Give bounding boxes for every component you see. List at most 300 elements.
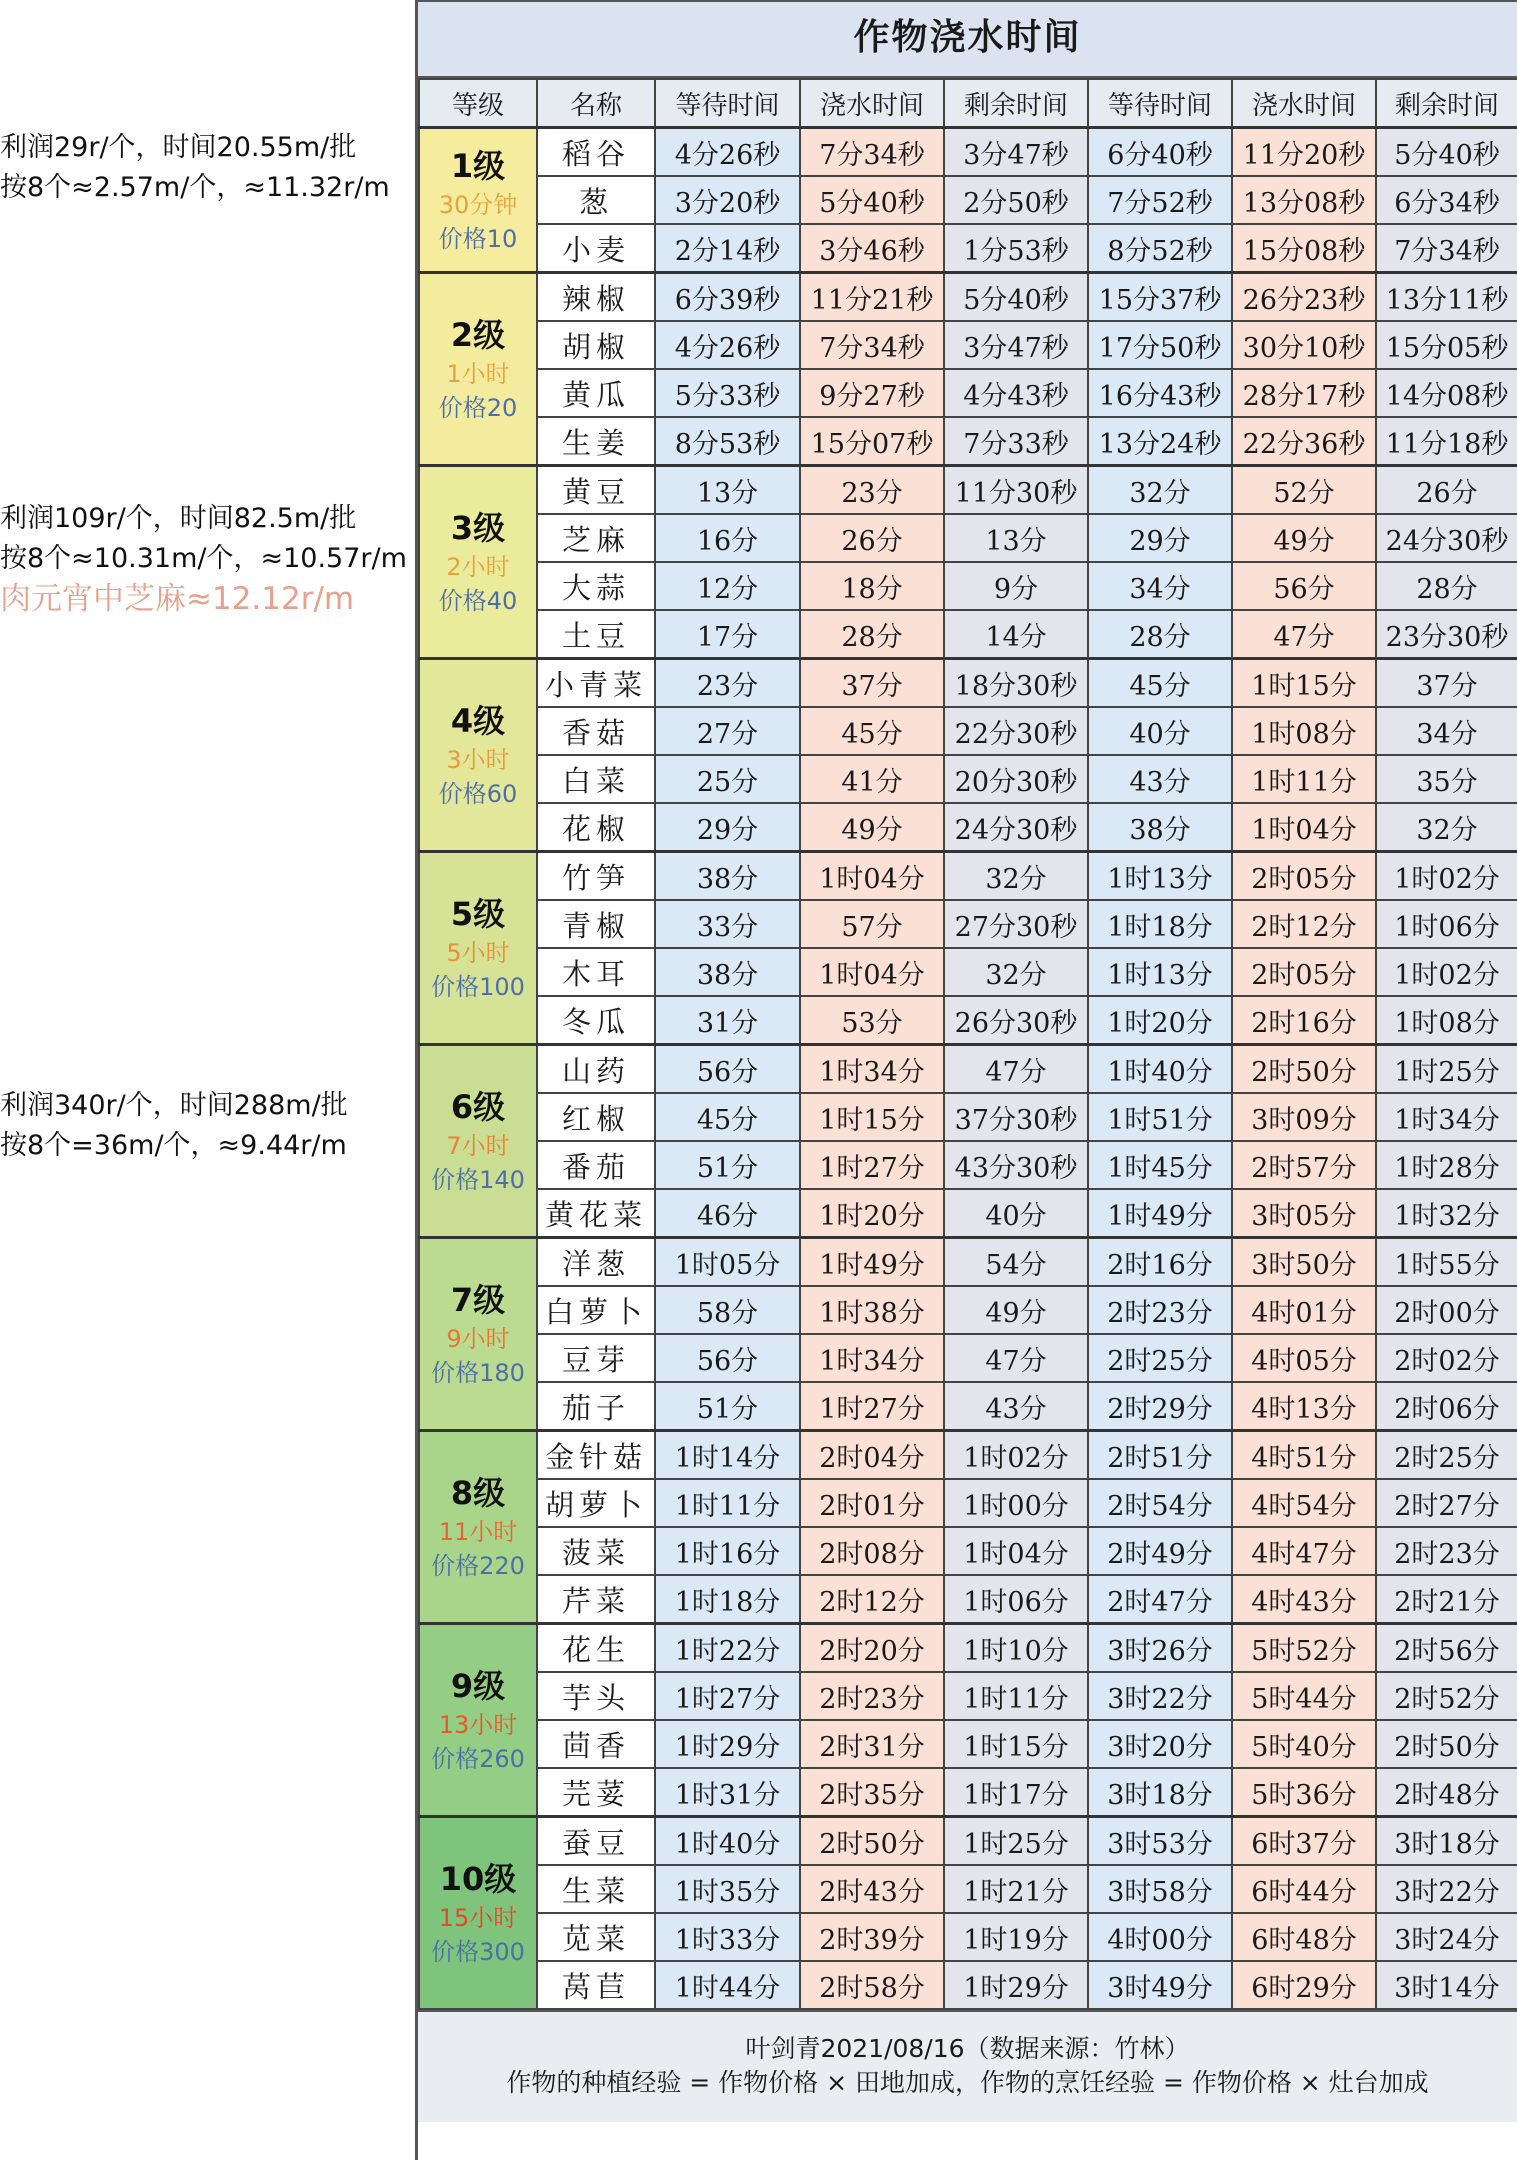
remain-time-1: 5分40秒: [944, 273, 1088, 322]
header-wait-1: 等待时间: [655, 79, 800, 128]
level-cell: [419, 852, 537, 1045]
note-level-3: [0, 499, 420, 619]
remain-time-1: 47分: [944, 1045, 1088, 1094]
water-time-2: 56分: [1232, 562, 1376, 610]
remain-time-1: 1时11分: [944, 1672, 1088, 1720]
note-line: 按8个≈2.57m/个，≈11.32r/m: [0, 172, 390, 203]
remain-time-2: 6分34秒: [1376, 176, 1517, 224]
remain-time-1: 11分30秒: [944, 466, 1088, 515]
remain-time-2: 7分34秒: [1376, 224, 1517, 273]
remain-time-1: 3分47秒: [944, 321, 1088, 369]
remain-time-1: 47分: [944, 1334, 1088, 1382]
remain-time-2: 23分30秒: [1376, 610, 1517, 659]
crop-name: 大蒜: [537, 562, 655, 610]
water-time-2: 4时05分: [1232, 1334, 1376, 1382]
remain-time-2: 2时00分: [1376, 1286, 1517, 1334]
water-time-1: 1时27分: [800, 1382, 944, 1431]
water-time-1: 2时20分: [800, 1624, 944, 1673]
wait-time-2: 1时51分: [1088, 1093, 1232, 1141]
water-time-1: 9分27秒: [800, 369, 944, 417]
wait-time-1: 29分: [655, 803, 800, 852]
crop-name: 胡萝卜: [537, 1479, 655, 1527]
watering-table: [418, 78, 1517, 2010]
table-row: [419, 1672, 1517, 1720]
water-time-1: 2时35分: [800, 1768, 944, 1817]
water-time-2: 2时50分: [1232, 1045, 1376, 1094]
wait-time-2: 2时49分: [1088, 1527, 1232, 1575]
wait-time-2: 34分: [1088, 562, 1232, 610]
wait-time-2: 13分24秒: [1088, 417, 1232, 466]
wait-time-1: 1时35分: [655, 1865, 800, 1913]
water-time-1: 28分: [800, 610, 944, 659]
wait-time-1: 1时29分: [655, 1720, 800, 1768]
note-highlight: 肉元宵中芝麻≈12.12r/m: [0, 581, 355, 617]
water-time-2: 1时15分: [1232, 659, 1376, 708]
remain-time-2: 3时14分: [1376, 1961, 1517, 2009]
remain-time-1: 43分: [944, 1382, 1088, 1431]
level-number: 8级: [450, 1474, 506, 1512]
wait-time-1: 31分: [655, 996, 800, 1045]
water-time-2: 52分: [1232, 466, 1376, 515]
wait-time-2: 2时51分: [1088, 1431, 1232, 1480]
wait-time-1: 1时16分: [655, 1527, 800, 1575]
wait-time-2: 6分40秒: [1088, 128, 1232, 177]
water-time-2: 1时04分: [1232, 803, 1376, 852]
remain-time-2: 24分30秒: [1376, 514, 1517, 562]
level-cell: [419, 1624, 537, 1817]
level-duration: 5小时: [446, 939, 510, 967]
header-water-1: 浇水时间: [800, 79, 944, 128]
table-row: [419, 1527, 1517, 1575]
wait-time-2: 15分37秒: [1088, 273, 1232, 322]
remain-time-2: 1时28分: [1376, 1141, 1517, 1189]
wait-time-1: 56分: [655, 1334, 800, 1382]
wait-time-1: 1时11分: [655, 1479, 800, 1527]
crop-name: 冬瓜: [537, 996, 655, 1045]
level-duration: 3小时: [446, 746, 510, 774]
table-row: [419, 1768, 1517, 1817]
water-time-2: 49分: [1232, 514, 1376, 562]
table-row: [419, 1334, 1517, 1382]
wait-time-1: 5分33秒: [655, 369, 800, 417]
remain-time-1: 14分: [944, 610, 1088, 659]
water-time-2: 47分: [1232, 610, 1376, 659]
wait-time-1: 46分: [655, 1189, 800, 1238]
watering-table-container: [415, 0, 1517, 2160]
crop-name: 蚕豆: [537, 1817, 655, 1866]
header-row: [419, 79, 1517, 128]
remain-time-2: 11分18秒: [1376, 417, 1517, 466]
table-row: [419, 1093, 1517, 1141]
level-group: [419, 1045, 1517, 1238]
water-time-2: 2时05分: [1232, 948, 1376, 996]
water-time-2: 15分08秒: [1232, 224, 1376, 273]
level-price: 价格260: [431, 1745, 525, 1773]
wait-time-2: 45分: [1088, 659, 1232, 708]
header-remain-1: 剩余时间: [944, 79, 1088, 128]
remain-time-1: 2分50秒: [944, 176, 1088, 224]
level-number: 5级: [450, 895, 506, 933]
level-cell: [419, 128, 537, 273]
wait-time-1: 27分: [655, 707, 800, 755]
crop-name: 黄豆: [537, 466, 655, 515]
remain-time-1: 18分30秒: [944, 659, 1088, 708]
wait-time-2: 38分: [1088, 803, 1232, 852]
table-row: [419, 755, 1517, 803]
water-time-1: 26分: [800, 514, 944, 562]
crop-name: 苋菜: [537, 1913, 655, 1961]
level-group: [419, 273, 1517, 466]
level-duration: 2小时: [446, 553, 510, 581]
wait-time-1: 4分26秒: [655, 321, 800, 369]
level-price: 价格180: [431, 1359, 525, 1387]
water-time-2: 2时05分: [1232, 852, 1376, 901]
table-row: [419, 996, 1517, 1045]
wait-time-2: 16分43秒: [1088, 369, 1232, 417]
wait-time-1: 1时31分: [655, 1768, 800, 1817]
wait-time-1: 25分: [655, 755, 800, 803]
wait-time-1: 1时05分: [655, 1238, 800, 1287]
table-row: [419, 562, 1517, 610]
water-time-2: 3时50分: [1232, 1238, 1376, 1287]
crop-name: 茄子: [537, 1382, 655, 1431]
wait-time-1: 3分20秒: [655, 176, 800, 224]
wait-time-2: 28分: [1088, 610, 1232, 659]
table-row: [419, 1817, 1517, 1866]
table-row: [419, 948, 1517, 996]
crop-name: 黄瓜: [537, 369, 655, 417]
remain-time-1: 1时02分: [944, 1431, 1088, 1480]
remain-time-1: 1时19分: [944, 1913, 1088, 1961]
remain-time-1: 9分: [944, 562, 1088, 610]
remain-time-1: 4分43秒: [944, 369, 1088, 417]
crop-name: 生姜: [537, 417, 655, 466]
table-row: [419, 369, 1517, 417]
level-cell: [419, 1045, 537, 1238]
wait-time-2: 3时22分: [1088, 1672, 1232, 1720]
crop-name: 红椒: [537, 1093, 655, 1141]
wait-time-1: 51分: [655, 1382, 800, 1431]
crop-name: 竹笋: [537, 852, 655, 901]
water-time-2: 13分08秒: [1232, 176, 1376, 224]
crop-name: 小青菜: [537, 659, 655, 708]
water-time-1: 5分40秒: [800, 176, 944, 224]
remain-time-2: 2时50分: [1376, 1720, 1517, 1768]
wait-time-2: 17分50秒: [1088, 321, 1232, 369]
remain-time-1: 1时00分: [944, 1479, 1088, 1527]
level-group: [419, 466, 1517, 659]
remain-time-2: 1时55分: [1376, 1238, 1517, 1287]
remain-time-1: 1时06分: [944, 1575, 1088, 1624]
wait-time-1: 1时44分: [655, 1961, 800, 2009]
remain-time-2: 5分40秒: [1376, 128, 1517, 177]
table-row: [419, 1913, 1517, 1961]
level-group: [419, 1624, 1517, 1817]
level-duration: 11小时: [438, 1518, 518, 1546]
wait-time-1: 16分: [655, 514, 800, 562]
wait-time-1: 1时33分: [655, 1913, 800, 1961]
table-footer: [418, 2010, 1517, 2122]
footer-source: 叶剑青2021/08/16（数据来源：竹林）: [745, 2034, 1190, 2063]
level-cell: [419, 1817, 537, 2010]
wait-time-2: 1时40分: [1088, 1045, 1232, 1094]
water-time-2: 22分36秒: [1232, 417, 1376, 466]
water-time-1: 1时49分: [800, 1238, 944, 1287]
wait-time-1: 23分: [655, 659, 800, 708]
remain-time-1: 40分: [944, 1189, 1088, 1238]
crop-name: 木耳: [537, 948, 655, 996]
water-time-2: 4时51分: [1232, 1431, 1376, 1480]
wait-time-1: 45分: [655, 1093, 800, 1141]
remain-time-2: 1时02分: [1376, 948, 1517, 996]
crop-name: 小麦: [537, 224, 655, 273]
wait-time-2: 3时26分: [1088, 1624, 1232, 1673]
table-row: [419, 1382, 1517, 1431]
remain-time-1: 1时10分: [944, 1624, 1088, 1673]
wait-time-2: 8分52秒: [1088, 224, 1232, 273]
remain-time-2: 26分: [1376, 466, 1517, 515]
wait-time-2: 2时29分: [1088, 1382, 1232, 1431]
remain-time-2: 2时52分: [1376, 1672, 1517, 1720]
level-price: 价格60: [438, 780, 518, 808]
remain-time-1: 1分53秒: [944, 224, 1088, 273]
level-price: 价格40: [438, 587, 518, 615]
water-time-1: 2时12分: [800, 1575, 944, 1624]
level-cell: [419, 1238, 537, 1431]
table-row: [419, 1238, 1517, 1287]
crop-name: 番茄: [537, 1141, 655, 1189]
wait-time-1: 58分: [655, 1286, 800, 1334]
level-duration: 15小时: [438, 1904, 518, 1932]
remain-time-2: 3时24分: [1376, 1913, 1517, 1961]
water-time-1: 2时01分: [800, 1479, 944, 1527]
water-time-1: 7分34秒: [800, 128, 944, 177]
crop-name: 白萝卜: [537, 1286, 655, 1334]
table-row: [419, 273, 1517, 322]
crop-name: 芝麻: [537, 514, 655, 562]
wait-time-2: 7分52秒: [1088, 176, 1232, 224]
wait-time-1: 38分: [655, 948, 800, 996]
crop-name: 辣椒: [537, 273, 655, 322]
table-row: [419, 1189, 1517, 1238]
table-row: [419, 1045, 1517, 1094]
wait-time-1: 38分: [655, 852, 800, 901]
water-time-1: 1时34分: [800, 1045, 944, 1094]
table-row: [419, 1141, 1517, 1189]
level-duration: 30分钟: [438, 191, 518, 219]
level-price: 价格20: [438, 394, 518, 422]
remain-time-2: 2时02分: [1376, 1334, 1517, 1382]
water-time-1: 1时04分: [800, 948, 944, 996]
water-time-2: 3时05分: [1232, 1189, 1376, 1238]
remain-time-2: 1时34分: [1376, 1093, 1517, 1141]
crop-name: 土豆: [537, 610, 655, 659]
level-number: 9级: [450, 1667, 506, 1705]
water-time-2: 2时57分: [1232, 1141, 1376, 1189]
level-number: 1级: [450, 147, 506, 185]
wait-time-2: 1时13分: [1088, 948, 1232, 996]
remain-time-2: 2时25分: [1376, 1431, 1517, 1480]
remain-time-1: 24分30秒: [944, 803, 1088, 852]
water-time-1: 1时27分: [800, 1141, 944, 1189]
remain-time-1: 22分30秒: [944, 707, 1088, 755]
table-row: [419, 1431, 1517, 1480]
wait-time-1: 4分26秒: [655, 128, 800, 177]
note-line: 按8个=36m/个，≈9.44r/m: [0, 1130, 347, 1161]
crop-name: 洋葱: [537, 1238, 655, 1287]
remain-time-2: 2时27分: [1376, 1479, 1517, 1527]
crop-name: 香菇: [537, 707, 655, 755]
remain-time-2: 2时21分: [1376, 1575, 1517, 1624]
wait-time-1: 1时27分: [655, 1672, 800, 1720]
remain-time-1: 43分30秒: [944, 1141, 1088, 1189]
level-duration: 1小时: [446, 360, 510, 388]
crop-name: 花椒: [537, 803, 655, 852]
water-time-2: 1时11分: [1232, 755, 1376, 803]
remain-time-1: 1时21分: [944, 1865, 1088, 1913]
remain-time-2: 1时02分: [1376, 852, 1517, 901]
table-row: [419, 610, 1517, 659]
wait-time-1: 51分: [655, 1141, 800, 1189]
water-time-1: 45分: [800, 707, 944, 755]
level-group: [419, 128, 1517, 273]
remain-time-2: 34分: [1376, 707, 1517, 755]
wait-time-2: 4时00分: [1088, 1913, 1232, 1961]
remain-time-1: 37分30秒: [944, 1093, 1088, 1141]
remain-time-2: 1时32分: [1376, 1189, 1517, 1238]
wait-time-2: 2时47分: [1088, 1575, 1232, 1624]
table-row: [419, 466, 1517, 515]
crop-name: 白菜: [537, 755, 655, 803]
wait-time-1: 12分: [655, 562, 800, 610]
water-time-1: 1时34分: [800, 1334, 944, 1382]
remain-time-1: 27分30秒: [944, 900, 1088, 948]
remain-time-2: 13分11秒: [1376, 273, 1517, 322]
level-group: [419, 1431, 1517, 1624]
table-row: [419, 224, 1517, 273]
remain-time-2: 3时18分: [1376, 1817, 1517, 1866]
remain-time-1: 20分30秒: [944, 755, 1088, 803]
level-group: [419, 1238, 1517, 1431]
header-remain-2: 剩余时间: [1376, 79, 1517, 128]
water-time-2: 30分10秒: [1232, 321, 1376, 369]
level-cell: [419, 273, 537, 466]
level-price: 价格140: [431, 1166, 525, 1194]
water-time-1: 2时04分: [800, 1431, 944, 1480]
wait-time-2: 43分: [1088, 755, 1232, 803]
water-time-1: 23分: [800, 466, 944, 515]
wait-time-1: 1时40分: [655, 1817, 800, 1866]
level-cell: [419, 466, 537, 659]
remain-time-2: 37分: [1376, 659, 1517, 708]
wait-time-2: 1时18分: [1088, 900, 1232, 948]
water-time-1: 49分: [800, 803, 944, 852]
level-number: 4级: [450, 702, 506, 740]
water-time-2: 5时44分: [1232, 1672, 1376, 1720]
crop-name: 胡椒: [537, 321, 655, 369]
remain-time-2: 2时56分: [1376, 1624, 1517, 1673]
remain-time-2: 1时08分: [1376, 996, 1517, 1045]
wait-time-1: 56分: [655, 1045, 800, 1094]
table-row: [419, 852, 1517, 901]
wait-time-1: 1时18分: [655, 1575, 800, 1624]
water-time-2: 26分23秒: [1232, 273, 1376, 322]
table-row: [419, 1575, 1517, 1624]
water-time-1: 2时31分: [800, 1720, 944, 1768]
level-number: 3级: [450, 509, 506, 547]
water-time-2: 6时44分: [1232, 1865, 1376, 1913]
remain-time-2: 14分08秒: [1376, 369, 1517, 417]
crop-name: 菠菜: [537, 1527, 655, 1575]
water-time-1: 2时50分: [800, 1817, 944, 1866]
wait-time-2: 32分: [1088, 466, 1232, 515]
crop-name: 花生: [537, 1624, 655, 1673]
table-row: [419, 176, 1517, 224]
wait-time-2: 1时13分: [1088, 852, 1232, 901]
remain-time-1: 1时15分: [944, 1720, 1088, 1768]
remain-time-1: 32分: [944, 852, 1088, 901]
water-time-2: 5时40分: [1232, 1720, 1376, 1768]
table-row: [419, 321, 1517, 369]
table-row: [419, 1624, 1517, 1673]
crop-name: 芹菜: [537, 1575, 655, 1624]
water-time-2: 4时54分: [1232, 1479, 1376, 1527]
table-row: [419, 417, 1517, 466]
crop-name: 葱: [537, 176, 655, 224]
wait-time-1: 17分: [655, 610, 800, 659]
level-duration: 9小时: [446, 1325, 510, 1353]
water-time-1: 1时20分: [800, 1189, 944, 1238]
table-row: [419, 1720, 1517, 1768]
crop-name: 金针菇: [537, 1431, 655, 1480]
water-time-2: 6时48分: [1232, 1913, 1376, 1961]
level-price: 价格220: [431, 1552, 525, 1580]
note-line: 利润340r/个，时间288m/批: [0, 1090, 348, 1121]
wait-time-1: 33分: [655, 900, 800, 948]
crop-name: 黄花菜: [537, 1189, 655, 1238]
water-time-1: 2时23分: [800, 1672, 944, 1720]
remain-time-2: 3时22分: [1376, 1865, 1517, 1913]
water-time-2: 5时52分: [1232, 1624, 1376, 1673]
header-level: 等级: [419, 79, 537, 128]
header-wait-2: 等待时间: [1088, 79, 1232, 128]
table-row: [419, 128, 1517, 177]
water-time-2: 4时43分: [1232, 1575, 1376, 1624]
remain-time-2: 2时23分: [1376, 1527, 1517, 1575]
wait-time-2: 2时23分: [1088, 1286, 1232, 1334]
wait-time-2: 1时45分: [1088, 1141, 1232, 1189]
wait-time-2: 3时20分: [1088, 1720, 1232, 1768]
table-row: [419, 707, 1517, 755]
water-time-2: 4时13分: [1232, 1382, 1376, 1431]
wait-time-1: 13分: [655, 466, 800, 515]
wait-time-2: 3时53分: [1088, 1817, 1232, 1866]
note-line: 利润29r/个，时间20.55m/批: [0, 132, 357, 163]
note-line: 按8个≈10.31m/个，≈10.57r/m: [0, 543, 407, 574]
level-number: 10级: [439, 1860, 517, 1898]
table-row: [419, 803, 1517, 852]
wait-time-2: 1时20分: [1088, 996, 1232, 1045]
level-cell: [419, 659, 537, 852]
level-price: 价格300: [431, 1938, 525, 1966]
remain-time-1: 13分: [944, 514, 1088, 562]
level-group: [419, 1817, 1517, 2010]
header-name: 名称: [537, 79, 655, 128]
crop-name: 茴香: [537, 1720, 655, 1768]
level-number: 6级: [450, 1088, 506, 1126]
wait-time-2: 1时49分: [1088, 1189, 1232, 1238]
remain-time-1: 3分47秒: [944, 128, 1088, 177]
